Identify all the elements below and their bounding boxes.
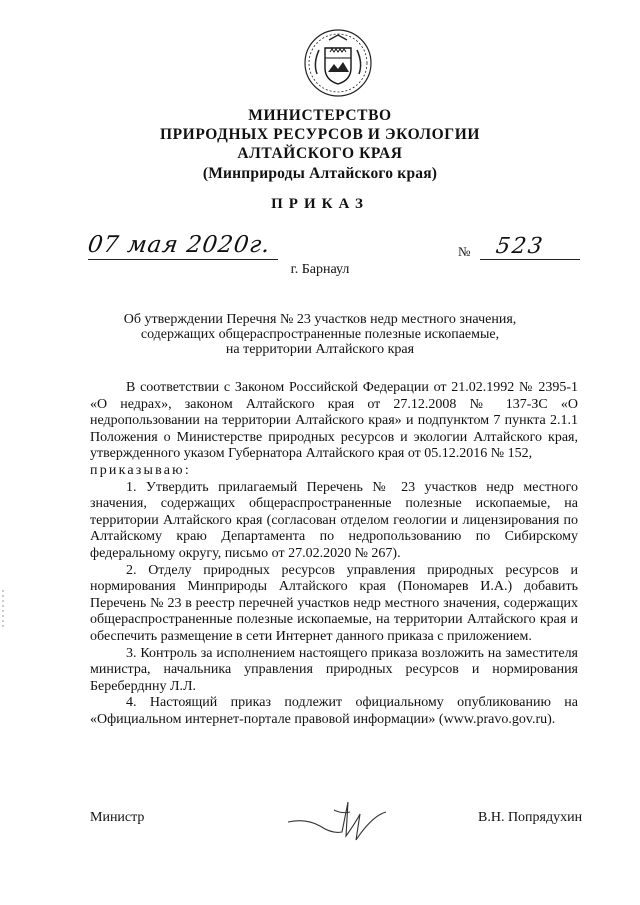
signatory-name: В.Н. Попрядухин — [478, 810, 583, 825]
ministry-name-line-3: АЛТАЙСКОГО КРАЯ — [237, 145, 403, 162]
ministry-name-line-2: ПРИРОДНЫХ РЕСУРСОВ И ЭКОЛОГИИ — [159, 126, 481, 143]
body-item-1: 1. Утвердить прилагаемый Перечень № 23 участков недр местного значения, содержащих общераспространенные полезные ископаемые, на территории Алтайского края (согласован отделом геологии и лицензирования по Алтайскому краю Департамента по недропользованию по Сибирскому федеральному округу, письмо от 27.02.2020 № 267). — [90, 479, 578, 561]
handwritten-date: 07 мая 2020г. — [86, 232, 273, 258]
decree-word-paragraph — [90, 463, 578, 480]
date-underline — [88, 259, 278, 260]
order-subject — [110, 312, 530, 357]
body-item-2: 2. Отделу природных ресурсов управления природных ресурсов и нормирования Минприроды Алтайского края (Пономарев И.А.) добавить Перечень № 23 в реестр перечней участков недр местного значения, содержащих общераспространенные полезные ископаемые, на территории Алтайского края и обеспечить размещение в сети Интернет данного приказа с приложением. — [90, 562, 578, 644]
number-underline — [480, 259, 580, 260]
handwritten-order-number: 523 — [494, 234, 546, 259]
ministry-name-line-1: МИНИСТЕРСТВО — [248, 107, 392, 124]
order-body — [90, 380, 578, 728]
handwritten-signature-icon — [286, 792, 390, 846]
altai-coat-of-arms-icon — [303, 28, 373, 98]
subject-line-3: на территории Алтайского края — [225, 342, 415, 357]
margin-mark — [2, 590, 4, 630]
signatory-title: Министр — [90, 810, 145, 825]
number-label: № — [458, 244, 471, 259]
subject-line-1: Об утверждении Перечня № 23 участков недр местного значения, — [123, 312, 517, 327]
body-item-3: 3. Контроль за исполнением настоящего приказа возложить на заместителя министра, начальника управления природных ресурсов и нормирования Береберднну Л.Л. — [90, 645, 578, 694]
ministry-short-name: (Минприроды Алтайского края) — [202, 165, 438, 182]
body-intro: В соответствии с Законом Российской Федерации от 21.02.1992 № 2395-1 «О недрах», законом Алтайского края от 27.12.2008 № 137-ЗС «О недропользовании на территории Алтайского края» и подпунктом 7 пункта 2.1.1 Положения о Министерстве природных ресурсов и экологии Алтайского края, утвержденного указом Губернатора Алтайского края от 05.12.2016 № 152, — [90, 380, 578, 462]
document-type-title: ПРИКАЗ — [271, 196, 369, 212]
decree-word: приказываю: — [90, 462, 191, 478]
subject-line-2: содержащих общераспространенные полезные ископаемые, — [140, 327, 500, 342]
body-item-4: 4. Настоящий приказ подлежит официальному опубликованию на «Официальном интернет-портале правовой информации» (www.pravo.gov.ru). — [90, 695, 578, 727]
city: г. Барнаул — [290, 262, 350, 277]
